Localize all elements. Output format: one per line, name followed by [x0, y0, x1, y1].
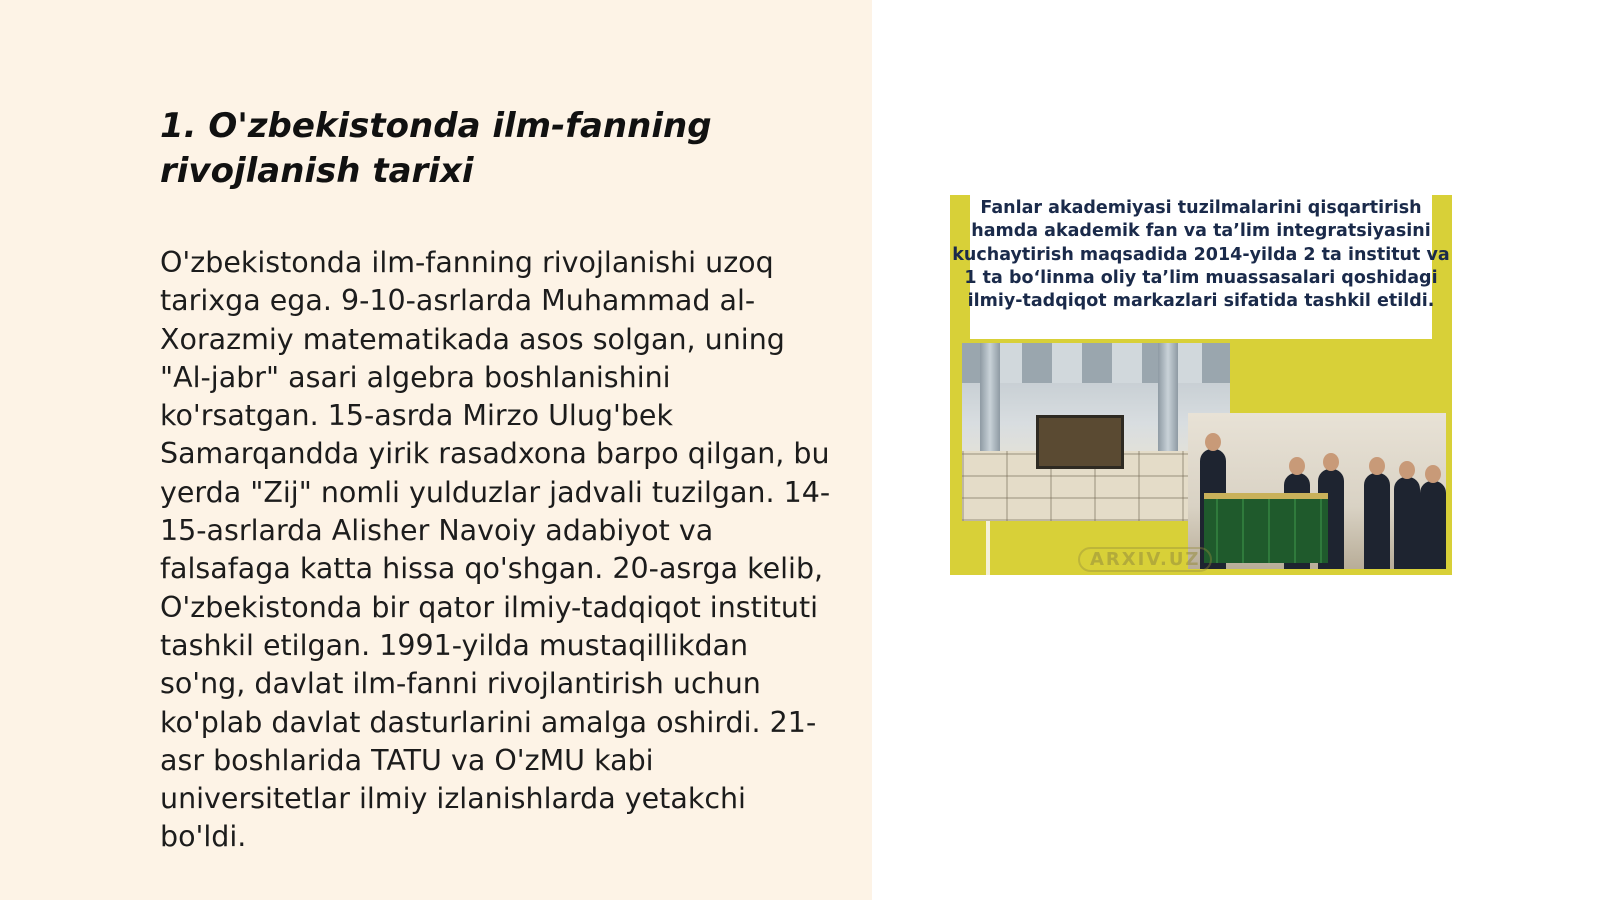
- frame-line: [986, 521, 990, 575]
- illustration-image: [950, 195, 1452, 575]
- ceremony-photo: [1188, 413, 1446, 569]
- hall-exhibit: [1036, 415, 1124, 469]
- hall-column: [980, 343, 1000, 453]
- hall-ceiling: [962, 343, 1230, 383]
- image-caption: Fanlar akademiyasi tuzilmalarini qisqartirish hamda akademik fan va ta’lim integratsiyasini kuchaytirish maqsadida 2014-yilda 2 ta institut va 1 ta bo‘linma oliy ta’lim muassasalari qoshidagi ilmiy-tadqiqot markazlari sifatida tashkil etildi.: [952, 198, 1450, 312]
- book-stack: [1204, 493, 1328, 563]
- person-figure: [1394, 477, 1420, 569]
- person-figure: [1420, 481, 1446, 569]
- slide-body-text: O'zbekistonda ilm-fanning rivojlanishi uzoq tarixga ega. 9-10-asrlarda Muhammad al-Xorazmiy matematikada asos solgan, uning "Al-jabr" asari algebra boshlanishini ko'rsatgan. 15-asrda Mirzo Ulug'bek Samarqandda yirik rasadxona barpo qilgan, bu yerda "Zij" nomli yulduzlar jadvali tuzilgan. 14-15-asrlarda Alisher Navoiy adabiyot va falsafaga katta hissa qo'shgan. 20-asrga kelib, O'zbekistonda bir qator ilmiy-tadqiqot instituti tashkil etilgan. 1991-yilda mustaqillikdan so'ng, davlat ilm-fanni rivojlantirish uchun ko'plab davlat dasturlarini amalga oshirdi. 21-asr boshlarida TATU va O'zMU kabi universitetlar ilmiy izlanishlarda yetakchi bo'ldi.: [160, 246, 831, 854]
- hall-column: [1158, 343, 1178, 453]
- person-figure: [1364, 473, 1390, 569]
- slide-title: 1. O'zbekistonda ilm-fanning rivojlanish tarixi: [160, 106, 712, 191]
- image-watermark: ARXIV.UZ: [1078, 547, 1212, 572]
